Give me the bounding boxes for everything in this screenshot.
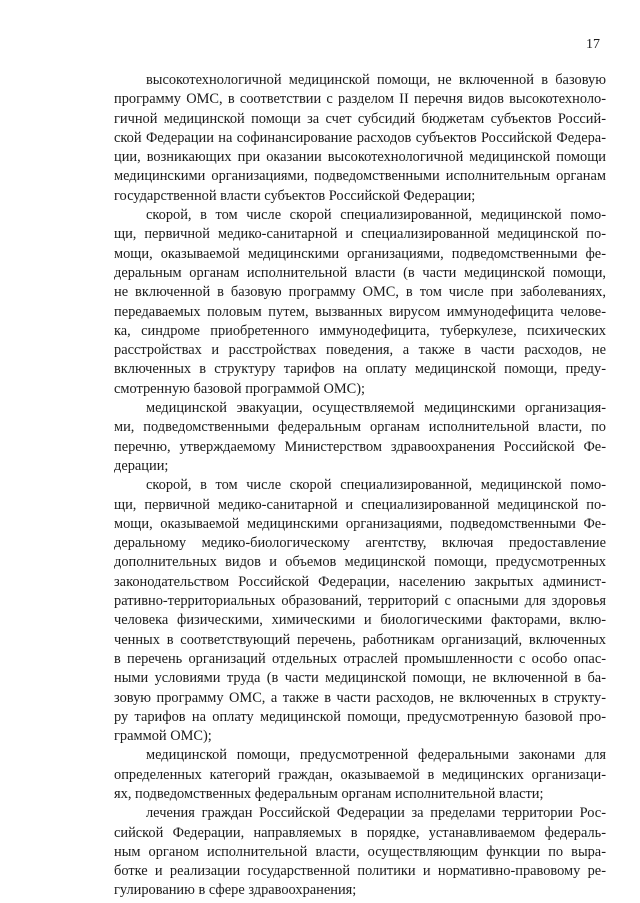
text-line: зовую программу ОМС, а также в части расходов, не включенных в структу- — [114, 689, 606, 706]
text-line: гичной медицинской помощи за счет субсидий бюджетам субъектов Россий- — [114, 110, 606, 127]
text-line: смотренную базовой программой ОМС); — [114, 380, 366, 397]
text-line: ской Федерации на софинансирование расходов субъектов Российской Федера- — [114, 129, 606, 146]
text-line: граммой ОМС); — [114, 728, 212, 745]
text-line: ным органом исполнительной власти, осуществляющим функции по выра- — [114, 843, 606, 860]
text-line: дополнительных видов и объемов медицинской помощи, предусмотренных — [114, 554, 606, 571]
text-line: медицинскими организациями, подведомственными исполнительным органам — [114, 168, 606, 185]
text-line: в перечень организаций отдельных отраслей промышленности с особо опас- — [114, 650, 606, 667]
text-line: ях, подведомственных федеральным органам исполнительной власти; — [114, 785, 544, 802]
paragraph — [114, 746, 606, 804]
text-line: гулированию в сфере здравоохранения; — [114, 882, 357, 899]
paragraph — [114, 71, 606, 206]
text-line: законодательством Российской Федерации, населению закрытых админист- — [114, 573, 606, 590]
text-line: расстройствах и расстройствах поведения, а также в части расходов, не — [114, 342, 606, 359]
text-line: передаваемых половым путем, вызванных вирусом иммунодефицита челове- — [114, 303, 606, 320]
text-line: ми, подведомственными федеральным органам исполнительной власти, по — [114, 419, 606, 436]
text-line: мощи, оказываемой медицинскими организациями, подведомственными фе- — [114, 245, 606, 262]
text-line: щи, первичной медико-санитарной и специализированной медицинской по- — [114, 226, 606, 243]
paragraph — [114, 804, 606, 900]
text-line: медицинской помощи, предусмотренной федеральными законами для — [146, 747, 606, 764]
paragraph — [114, 399, 606, 476]
text-line: ченных в соответствующий перечень, работникам организаций, включенных — [114, 631, 606, 648]
text-line: человека физическими, химическими и биологическими факторами, вклю- — [114, 612, 606, 629]
text-line: дерации; — [114, 457, 169, 474]
text-line: лечения граждан Российской Федерации за пределами территории Рос- — [146, 805, 606, 822]
text-line: скорой, в том числе скорой специализированной, медицинской помо- — [146, 207, 606, 224]
text-line: ными условиями труда (в части медицинской помощи, не включенной в ба- — [114, 670, 606, 687]
text-line: сийской Федерации, направляемых в порядке, устанавливаемом федераль- — [114, 824, 606, 841]
paragraph — [114, 476, 606, 746]
text-line: определенных категорий граждан, оказываемой в медицинских организаци- — [114, 766, 606, 783]
text-line: ции, возникающих при оказании высокотехнологичной медицинской помощи — [114, 149, 606, 166]
text-line: деральному медико-биологическому агентству, включая предоставление — [114, 535, 606, 552]
text-line: ру тарифов на оплату медицинской помощи, предусмотренную базовой про- — [114, 708, 606, 725]
document-body — [114, 71, 606, 901]
text-line: ка, синдроме приобретенного иммунодефицита, туберкулезе, психических — [114, 322, 606, 339]
paragraph — [114, 206, 606, 399]
text-line: не включенной в базовую программу ОМС, в том числе при заболеваниях, — [114, 284, 606, 301]
text-line: ботке и реализации государственной политики и нормативно-правовому ре- — [114, 863, 606, 880]
page-number: 17 — [586, 37, 600, 52]
text-line: перечню, утверждаемому Министерством здравоохранения Российской Фе- — [114, 438, 606, 455]
text-line: медицинской эвакуации, осуществляемой медицинскими организация- — [146, 400, 606, 417]
text-line: щи, первичной медико-санитарной и специализированной медицинской по- — [114, 496, 606, 513]
text-line: ративно-территориальных образований, территорий с опасными для здоровья — [114, 593, 606, 610]
text-line: деральным органам исполнительной власти (в части медицинской помощи, — [114, 264, 606, 281]
text-line: государственной власти субъектов Российской Федерации; — [114, 187, 476, 204]
text-line: программу ОМС, в соответствии с разделом II перечня видов высокотехноло- — [114, 91, 606, 108]
text-line: включенных в структуру тарифов на оплату медицинской помощи, преду- — [114, 361, 606, 378]
text-line: скорой, в том числе скорой специализированной, медицинской помо- — [146, 477, 606, 494]
text-line: высокотехнологичной медицинской помощи, не включенной в базовую — [146, 72, 606, 88]
text-line: мощи, оказываемой медицинскими организациями, подведомственными Фе- — [114, 515, 606, 532]
